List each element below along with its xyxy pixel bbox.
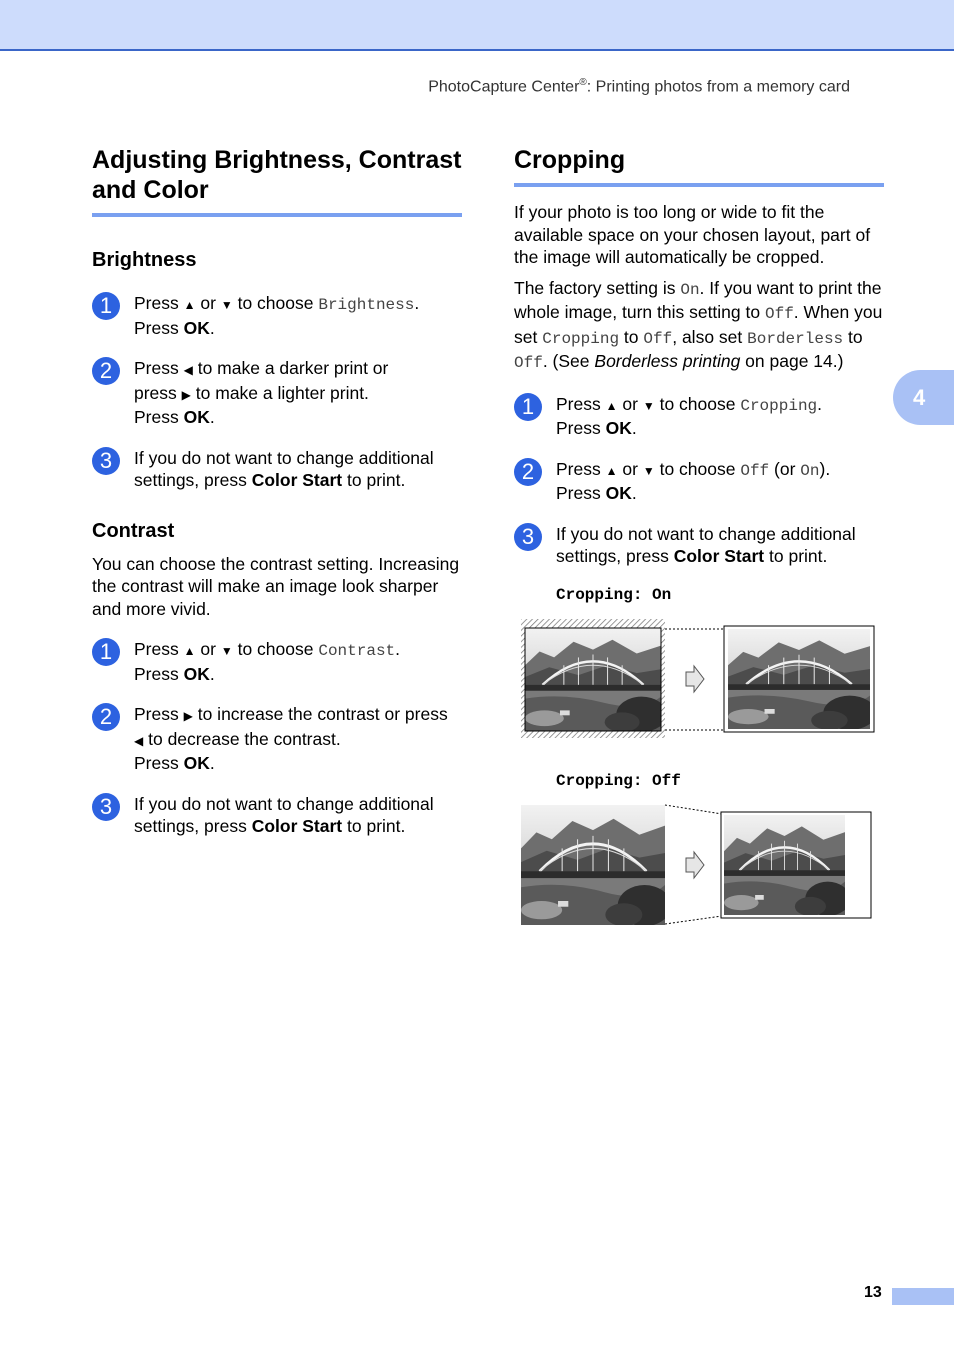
chapter-tab[interactable]: [893, 370, 954, 425]
menu-value: Brightness: [318, 296, 415, 314]
menu-value: Off: [740, 461, 770, 480]
menu-value: On: [800, 461, 820, 480]
left-triangle-icon: ◀: [134, 733, 144, 748]
key-ok: OK: [605, 418, 632, 438]
cropping-on-illustration: [518, 616, 878, 741]
step-number-badge: 2: [92, 357, 120, 385]
step-number-badge: 1: [514, 393, 542, 421]
value-borderless: Borderless: [747, 329, 844, 348]
figure-label-cropping-on: Cropping: On: [556, 586, 672, 604]
right-column: [514, 140, 884, 568]
page-number-bar: [892, 1288, 954, 1305]
brightness-step-3: 3 If you do not want to change additional settings, press Color Start to print.: [92, 447, 462, 492]
contrast-intro: You can choose the contrast setting. Increasing the contrast will make an image look sharper and more vivid.: [92, 553, 460, 619]
key-color-start: Color Start: [251, 816, 343, 836]
brightness-step-1: 1 Press ▲ or ▼ to choose Brightness. Press OK.: [92, 292, 462, 339]
up-triangle-icon: ▲: [183, 644, 196, 658]
cropping-paragraph: The factory setting is On. If you want to print the whole image, turn this setting to Off. When you set Cropping to Off, also set Borderless to Off. (See Borderless printing on page 14.): [514, 277, 883, 372]
step-number-badge: 2: [92, 703, 120, 731]
top-header-band: [0, 0, 954, 51]
running-title-text: PhotoCapture Center: [428, 78, 580, 96]
value-on: On: [680, 280, 700, 299]
printed-photo: [728, 629, 876, 730]
source-photo: [525, 628, 667, 732]
key-color-start: Color Start: [673, 546, 765, 566]
down-triangle-icon: ▼: [220, 298, 233, 312]
cropping-step-2: 2 Press ▲ or ▼ to choose Off (or On). Press OK.: [514, 458, 884, 505]
cropping-intro: If your photo is too long or wide to fit the available space on your chosen layout, part of the image will automatically be cropped.: [514, 202, 871, 267]
right-triangle-icon: ▶: [183, 709, 193, 723]
step-number-badge: 2: [514, 458, 542, 486]
cropping-off-illustration: [518, 802, 878, 927]
step-number-badge: 3: [92, 793, 120, 821]
menu-value: Cropping: [740, 396, 818, 415]
section-title-cropping: Cropping: [514, 140, 884, 187]
right-arrow-icon: [686, 666, 704, 692]
up-triangle-icon: ▲: [605, 398, 618, 413]
down-triangle-icon: ▼: [642, 463, 655, 478]
key-ok: OK: [605, 483, 632, 503]
key-ok: OK: [183, 663, 210, 684]
cropping-step-1: 1 Press ▲ or ▼ to choose Cropping. Press OK.: [514, 393, 884, 440]
printed-photo: [724, 815, 850, 916]
step-number-badge: 3: [514, 523, 542, 551]
source-photo: [521, 805, 671, 926]
page-number: 13: [864, 1284, 882, 1301]
chapter-number: 4: [913, 385, 926, 410]
contrast-step-1: 1 Press ▲ or ▼ to choose Contrast. Press OK.: [92, 638, 462, 685]
step-number-badge: 1: [92, 292, 120, 320]
cross-reference-link[interactable]: Borderless printing: [594, 351, 741, 371]
key-ok: OK: [183, 317, 210, 338]
key-ok: OK: [183, 753, 210, 773]
subheading-contrast: Contrast: [92, 519, 175, 542]
section-title-adjusting: Adjusting Brightness, Contrast and Color: [92, 140, 462, 217]
right-triangle-icon: ▶: [181, 387, 191, 402]
running-title-suffix: : Printing photos from a memory card: [586, 78, 850, 96]
up-triangle-icon: ▲: [605, 463, 618, 478]
down-triangle-icon: ▼: [220, 644, 233, 658]
brightness-step-2: 2 Press ◀ to make a darker print or press ▶ to make a lighter print. Press OK.: [92, 357, 462, 429]
up-triangle-icon: ▲: [183, 298, 196, 312]
down-triangle-icon: ▼: [642, 398, 655, 413]
subheading-brightness: Brightness: [92, 249, 197, 271]
value-off: Off: [764, 305, 794, 323]
contrast-step-3: 3 If you do not want to change additional settings, press Color Start to print.: [92, 793, 462, 838]
step-number-badge: 1: [92, 638, 120, 666]
key-ok: OK: [183, 407, 210, 427]
key-color-start: Color Start: [251, 470, 343, 490]
left-triangle-icon: ◀: [183, 363, 193, 377]
running-header: [428, 77, 850, 96]
figure-label-cropping-off: Cropping: Off: [556, 772, 681, 790]
contrast-step-2: 2 Press ▶ to increase the contrast or press ◀ to decrease the contrast. Press OK.: [92, 703, 462, 775]
value-off: Off: [514, 354, 543, 372]
value-cropping: Cropping: [542, 329, 620, 348]
menu-value: Contrast: [318, 642, 396, 660]
value-off: Off: [643, 329, 673, 348]
left-column: [92, 140, 462, 838]
cropping-step-3: 3 If you do not want to change additional settings, press Color Start to print.: [514, 523, 884, 568]
right-arrow-icon: [686, 852, 704, 878]
registered-mark: ®: [579, 77, 587, 88]
step-number-badge: 3: [92, 447, 120, 475]
